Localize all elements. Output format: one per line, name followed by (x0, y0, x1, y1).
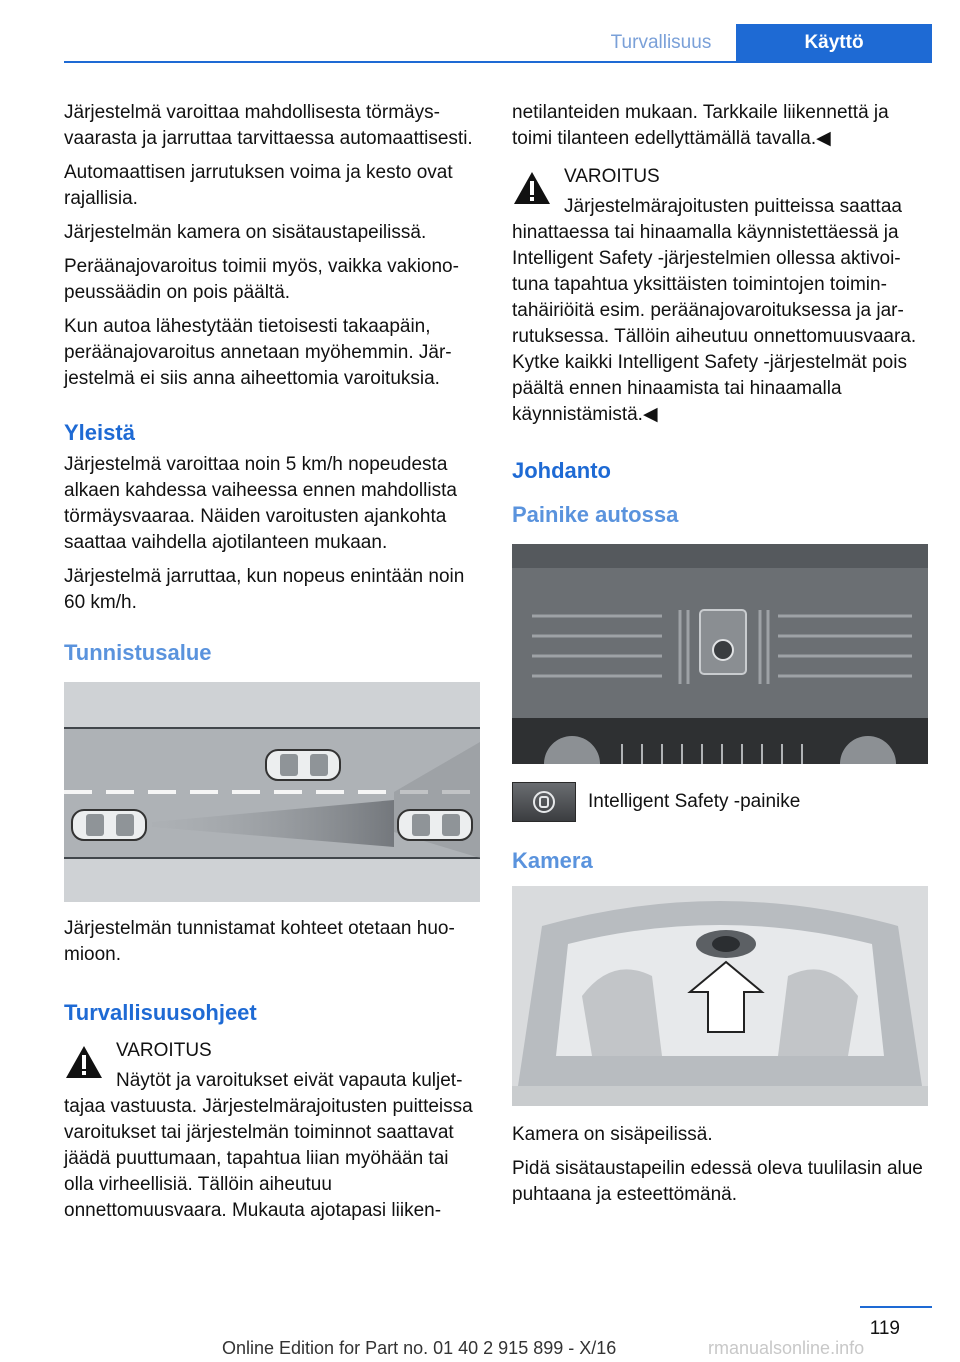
header-rule (64, 61, 932, 63)
button-in-car-figure (512, 544, 928, 764)
warning-block-right (512, 164, 930, 428)
warning-block-left (64, 1038, 482, 1224)
button-legend (512, 782, 930, 822)
tunnistusalue-caption: Järjestelmän tunnistamat kohteet otetaan huomioon. (64, 918, 455, 965)
warning-triangle-icon (512, 170, 552, 206)
car-icon (398, 810, 472, 840)
right-column (512, 100, 930, 1216)
warning-title: VAROITUS (116, 1040, 212, 1061)
intro-paragraph-1: Järjestelmä varoittaa mahdollisesta törmäysvaarasta ja jarruttaa tarvittaessa automaattisesti. (64, 102, 473, 149)
kamera-paragraph-2: Pidä sisätaustapeilin edessä oleva tuulilasin alue puhtaana ja esteettömänä. (512, 1158, 923, 1205)
intro-paragraph-3: Järjestelmän kamera on sisätaustapeilissä. (64, 222, 427, 243)
left-column (64, 100, 482, 1232)
page-number: 119 (869, 1318, 900, 1339)
yleista-paragraph-1: Järjestelmä varoittaa noin 5 km/h nopeudesta alkaen kahdessa vaiheessa ennen mahdollista törmäysvaaraa. Näiden varoitusten ajankohta saattaa vaihdella ajotilanteen mukaan. (64, 454, 457, 553)
header-tab-kaytto[interactable]: Käyttö (736, 24, 932, 61)
dashboard-illustration (512, 544, 928, 764)
heading-turvallisuusohjeet: Turvallisuusohjeet (64, 1000, 257, 1025)
heading-tunnistusalue: Tunnistusalue (64, 640, 212, 665)
yleista-paragraph-2: Järjestelmä jarruttaa, kun nopeus enintään noin 60 km/h. (64, 566, 465, 613)
intro-paragraph-5: Kun autoa lähestytään tietoisesti takaapäin, peräänajovaroitus annetaan myöhemmin. Järjestelmä ei siis anna aiheettomia varoituksia. (64, 316, 452, 389)
heading-yleista: Yleistä (64, 420, 135, 445)
warning-text: Järjestelmärajoitusten puitteissa saattaa hinattaessa tai hinaamalla käynnistettäessä ja Intelligent Safety -järjestelmien ollessa aktivoituna tapahtua yksittäisten toimintojen toimintahäiriöitä esim. peräänajovaroituksessa ja jarrutuksessa. Tällöin aiheutuu onnettomuusvaara. Kytke kaikki Intelligent Safety -järjestelmät pois päältä ennen hinaamista tai hinaamalla käynnistämistä.◀ (512, 196, 917, 425)
car-icon (266, 750, 340, 780)
header-section: Turvallisuus (610, 32, 712, 53)
intro-paragraph-4: Peräänajovaroitus toimii myös, vaikka vakionopeussäädin on pois päältä. (64, 256, 459, 303)
camera-illustration (512, 886, 928, 1106)
button-label: Intelligent Safety -painike (588, 791, 801, 812)
intelligent-safety-button-icon (512, 782, 576, 822)
detection-area-illustration (64, 682, 480, 902)
car-icon (72, 810, 146, 840)
continuation-paragraph: netilanteiden mukaan. Tarkkaile liikennettä ja toimi tilanteen edellyttämällä tavalla.◀ (512, 102, 889, 149)
intro-paragraph-2: Automaattisen jarrutuksen voima ja kesto ovat rajallisia. (64, 162, 453, 209)
detection-area-figure (64, 682, 480, 902)
warning-title: VAROITUS (564, 166, 660, 187)
camera-figure (512, 886, 928, 1106)
heading-painike-autossa: Painike autossa (512, 502, 679, 527)
heading-johdanto: Johdanto (512, 458, 611, 483)
kamera-paragraph-1: Kamera on sisäpeilissä. (512, 1124, 713, 1145)
edition-text: Online Edition for Part no. 01 40 2 915 899 - X/16 (222, 1338, 617, 1358)
warning-text: Näytöt ja varoitukset eivät vapauta kuljettajaa vastuusta. Järjestelmärajoitusten puitteissa varoitukset tai järjestelmän toiminnot saattavat jäädä puuttumaan, tapahtua liian myöhään tai olla virheellisiä. Tällöin aiheutuu onnettomuusvaara. Mukauta ajotapasi liiken- (64, 1070, 473, 1221)
footer-rule (860, 1306, 932, 1308)
heading-kamera: Kamera (512, 848, 593, 873)
watermark-text: rmanualsonline.info (708, 1338, 865, 1358)
warning-triangle-icon (64, 1044, 104, 1080)
